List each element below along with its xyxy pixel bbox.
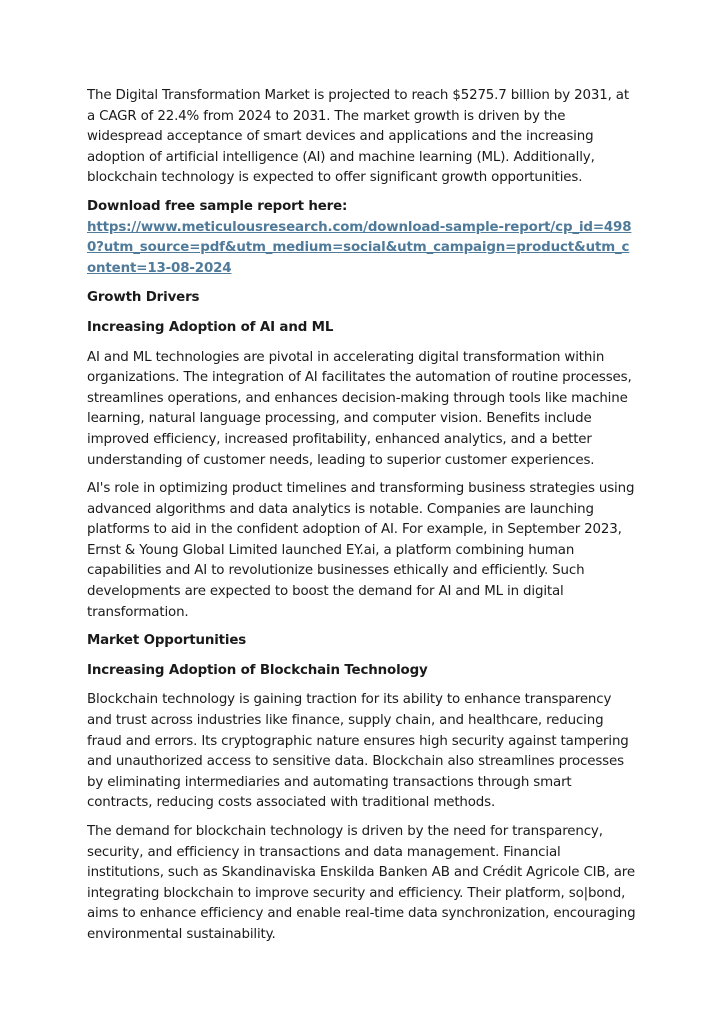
download-block [87, 197, 636, 279]
blockchain-paragraph-1: Blockchain technology is gaining traction for its ability to enhance transparency and trust across industries like finance, supply chain, and healthcare, reducing fraud and errors. Its cryptographic nature ensures high security against tampering and unauthorized access to sensitive data. Blockchain also streamlines processes by eliminating intermediaries and automating transactions through smart contracts, reducing costs associated with traditional methods. [87, 692, 629, 811]
download-sample-link[interactable]: https://www.meticulousresearch.com/download-sample-report/cp_id=4980?utm_source=pdf&utm_medium=social&utm_campaign=product&utm_content=13-08-2024 [87, 219, 632, 276]
section-heading-growth-drivers: Growth Drivers [87, 290, 200, 306]
section-heading-market-opportunities: Market Opportunities [87, 633, 247, 649]
ai-ml-paragraph-2: AI's role in optimizing product timelines and transforming business strategies using advanced algorithms and data analytics is notable. Companies are launching platforms to aid in the confident adoption of AI. For example, in September 2023, Ernst & Young Global Limited launched EY.ai, a platform combining human capabilities and AI to revolutionize businesses ethically and efficiently. Such developments are expected to boost the demand for AI and ML in digital transformation. [87, 481, 635, 620]
intro-paragraph: The Digital Transformation Market is projected to reach $5275.7 billion by 2031, at a CAGR of 22.4% from 2024 to 2031. The market growth is driven by the widespread acceptance of smart devices and applications and the increasing adoption of artificial intelligence (AI) and machine learning (ML). Additionally, blockchain technology is expected to offer significant growth opportunities. [87, 88, 629, 186]
blockchain-paragraph-2: The demand for blockchain technology is driven by the need for transparency, security, and efficiency in transactions and data management. Financial institutions, such as Skandinaviska Enskilda Banken AB and Crédit Agricole CIB, are integrating blockchain to improve security and efficiency. Their platform, so|bond, aims to enhance efficiency and enable real-time data synchronization, encouraging environmental sustainability. [87, 824, 636, 942]
download-label: Download free sample report here: [87, 198, 348, 214]
ai-ml-paragraph-1: AI and ML technologies are pivotal in accelerating digital transformation within organizations. The integration of AI facilitates the automation of routine processes, streamlines operations, and enhances decision-making through tools like machine learning, natural language processing, and computer vision. Benefits include improved efficiency, increased profitability, enhanced analytics, and a better understanding of customer needs, leading to superior customer experiences. [87, 349, 632, 468]
subsection-heading-ai-ml: Increasing Adoption of AI and ML [87, 319, 334, 335]
subsection-heading-blockchain: Increasing Adoption of Blockchain Technology [87, 662, 428, 678]
